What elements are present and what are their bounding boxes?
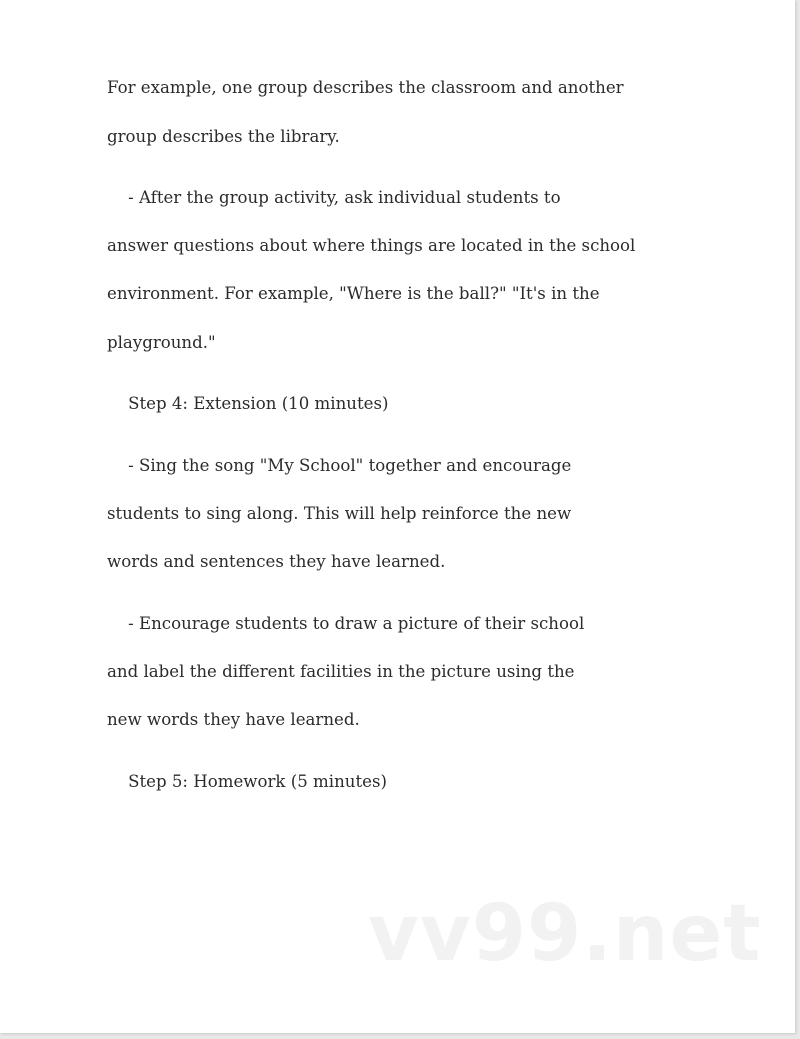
section-heading: Step 4: Extension (10 minutes)	[107, 394, 389, 413]
text-line: and label the different facilities in the picture using the	[107, 662, 575, 681]
text-line: - After the group activity, ask individual students to	[107, 188, 561, 207]
text-line: playground."	[107, 333, 216, 352]
text-line: - Encourage students to draw a picture of their school	[107, 614, 585, 633]
text-line: answer questions about where things are located in the school	[107, 236, 636, 255]
text-line: group describes the library.	[107, 127, 340, 146]
text-line: environment. For example, "Where is the ball?" "It's in the	[107, 284, 600, 303]
text-line: students to sing along. This will help reinforce the new	[107, 504, 572, 523]
text-line: For example, one group describes the classroom and another	[107, 78, 624, 97]
text-line: new words they have learned.	[107, 710, 360, 729]
text-line: words and sentences they have learned.	[107, 552, 446, 571]
section-heading: Step 5: Homework (5 minutes)	[107, 772, 387, 791]
watermark: vv99.net	[368, 889, 762, 979]
text-line: - Sing the song "My School" together and encourage	[107, 456, 572, 475]
